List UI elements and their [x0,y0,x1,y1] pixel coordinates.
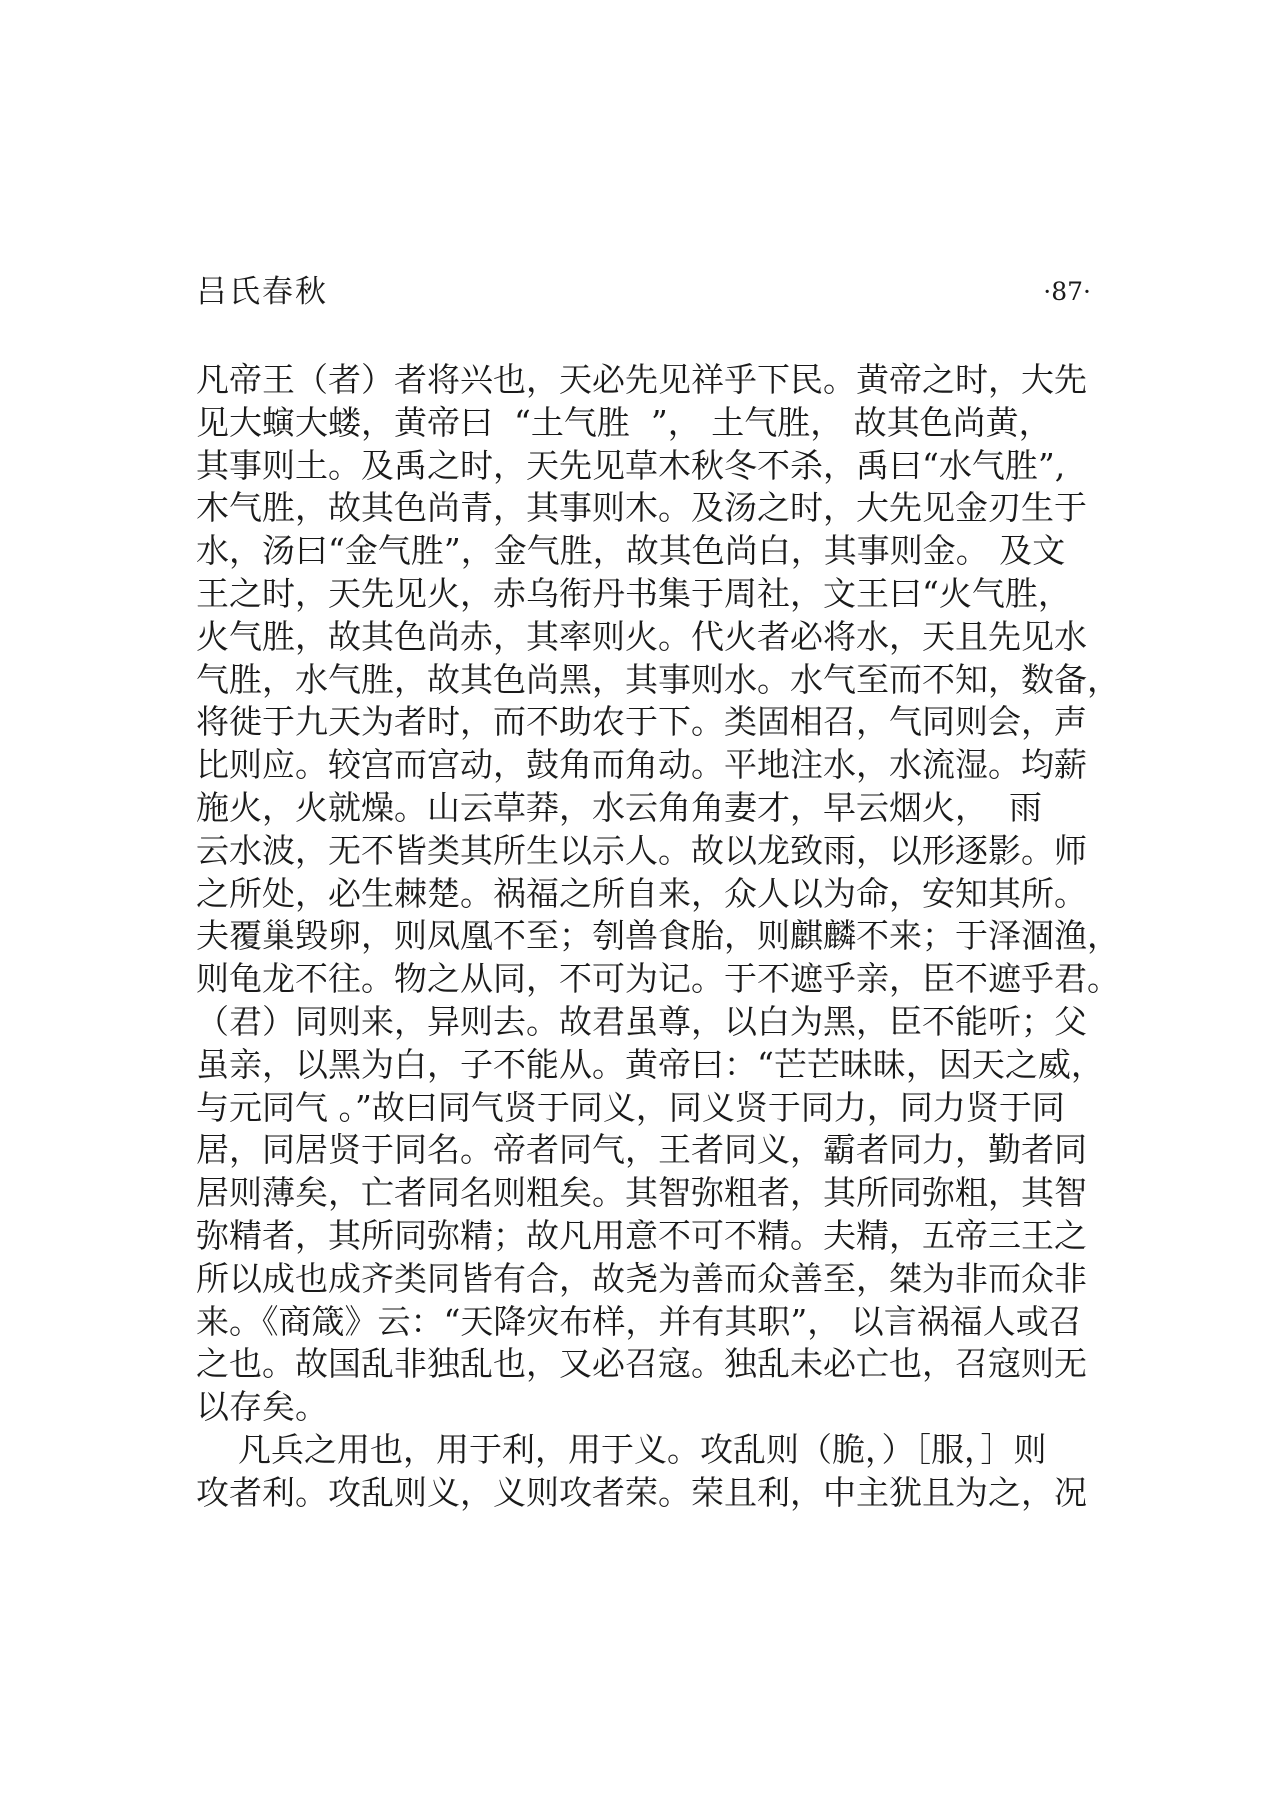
text-line: 水，汤曰“金气胜”，金气胜，故其色尚白，其事则金。 及文 [196,531,1066,571]
text-line: 火气胜，故其色尚赤，其率则火。代火者必将水，天且先见水 [196,616,1087,656]
text-line: 气胜，水气胜，故其色尚黑，其事则水。水气至而不知，数备， [196,659,1120,699]
page-header [196,272,1091,312]
text-line: 将徙于九天为者时，而不助农于下。类固相召，气同则会，声 [196,702,1087,742]
text-line: 施火，火就燥。山云草莽，水云角角妻才，早云烟火， 雨 [196,787,1042,827]
text-line: 见大螾大蝼，黄帝曰 “土气胜 ”， 土气胜， 故其色尚黄， [196,402,1052,442]
text-line: 夫覆巢毁卵，则凤凰不至；刳兽食胎，则麒麟不来；于泽涸渔， [196,916,1120,956]
text-line: 凡兵之用也，用于利，用于义。攻乱则（脆，）［服，］则 [196,1429,1047,1469]
text-line: 之所处，必生棘楚。祸福之所自来，众人以为命，安知其所。 [196,873,1087,913]
text-line: 攻者利。攻乱则义，义则攻者荣。荣且利，中主犹且为之，况 [196,1472,1087,1512]
text-line: 比则应。较宫而宫动，鼓角而角动。平地注水，水流湿。均薪 [196,745,1087,785]
text-line: （君）同则来，异则去。故君虽尊，以白为黑，臣不能听；父 [196,1001,1087,1041]
text-line: 云水波，无不皆类其所生以示人。故以龙致雨，以形逐影。师 [196,830,1087,870]
text-line: 则龟龙不往。物之从同，不可为记。于不遮乎亲，臣不遮乎君。 [196,959,1120,999]
page-number: ·87· [1043,277,1091,306]
text-line: 王之时，天先见火，赤乌衔丹书集于周社，文王曰“火气胜， [196,573,1071,613]
text-line: 与元同气 。”故曰同气贤于同义，同义贤于同力，同力贤于同 [196,1087,1065,1127]
text-line: 之也。故国乱非独乱也，又必召寇。独乱未必亡也，召寇则无 [196,1344,1087,1384]
text-line: 来。《商箴》云：“天降灾布样，并有其职”， 以言祸福人或召 [196,1301,1082,1341]
text-line: 以存矣。 [196,1387,328,1427]
text-line: 木气胜，故其色尚青，其事则木。及汤之时，大先见金刃生于 [196,488,1087,528]
text-line: 凡帝王（者）者将兴也，天必先见祥乎下民。黄帝之时，大先 [196,360,1087,399]
text-line: 其事则土。及禹之时，天先见草木秋冬不杀，禹曰“水气胜”, [196,445,1066,485]
book-title: 吕氏春秋 [196,274,328,310]
body-text [196,359,1120,1515]
text-line: 居则薄矣，亡者同名则粗矣。其智弥粗者，其所同弥粗，其智 [196,1173,1087,1213]
text-line: 居，同居贤于同名。帝者同气，王者同义，霸者同力，勤者同 [196,1130,1087,1170]
text-line: 虽亲，以黑为白，子不能从。黄帝曰：“芒芒昧昧，因天之威， [196,1044,1104,1084]
text-line: 弥精者，其所同弥精；故凡用意不可不精。夫精，五帝三王之 [196,1215,1087,1255]
text-line: 所以成也成齐类同皆有合，故尧为善而众善至，桀为非而众非 [196,1258,1087,1298]
